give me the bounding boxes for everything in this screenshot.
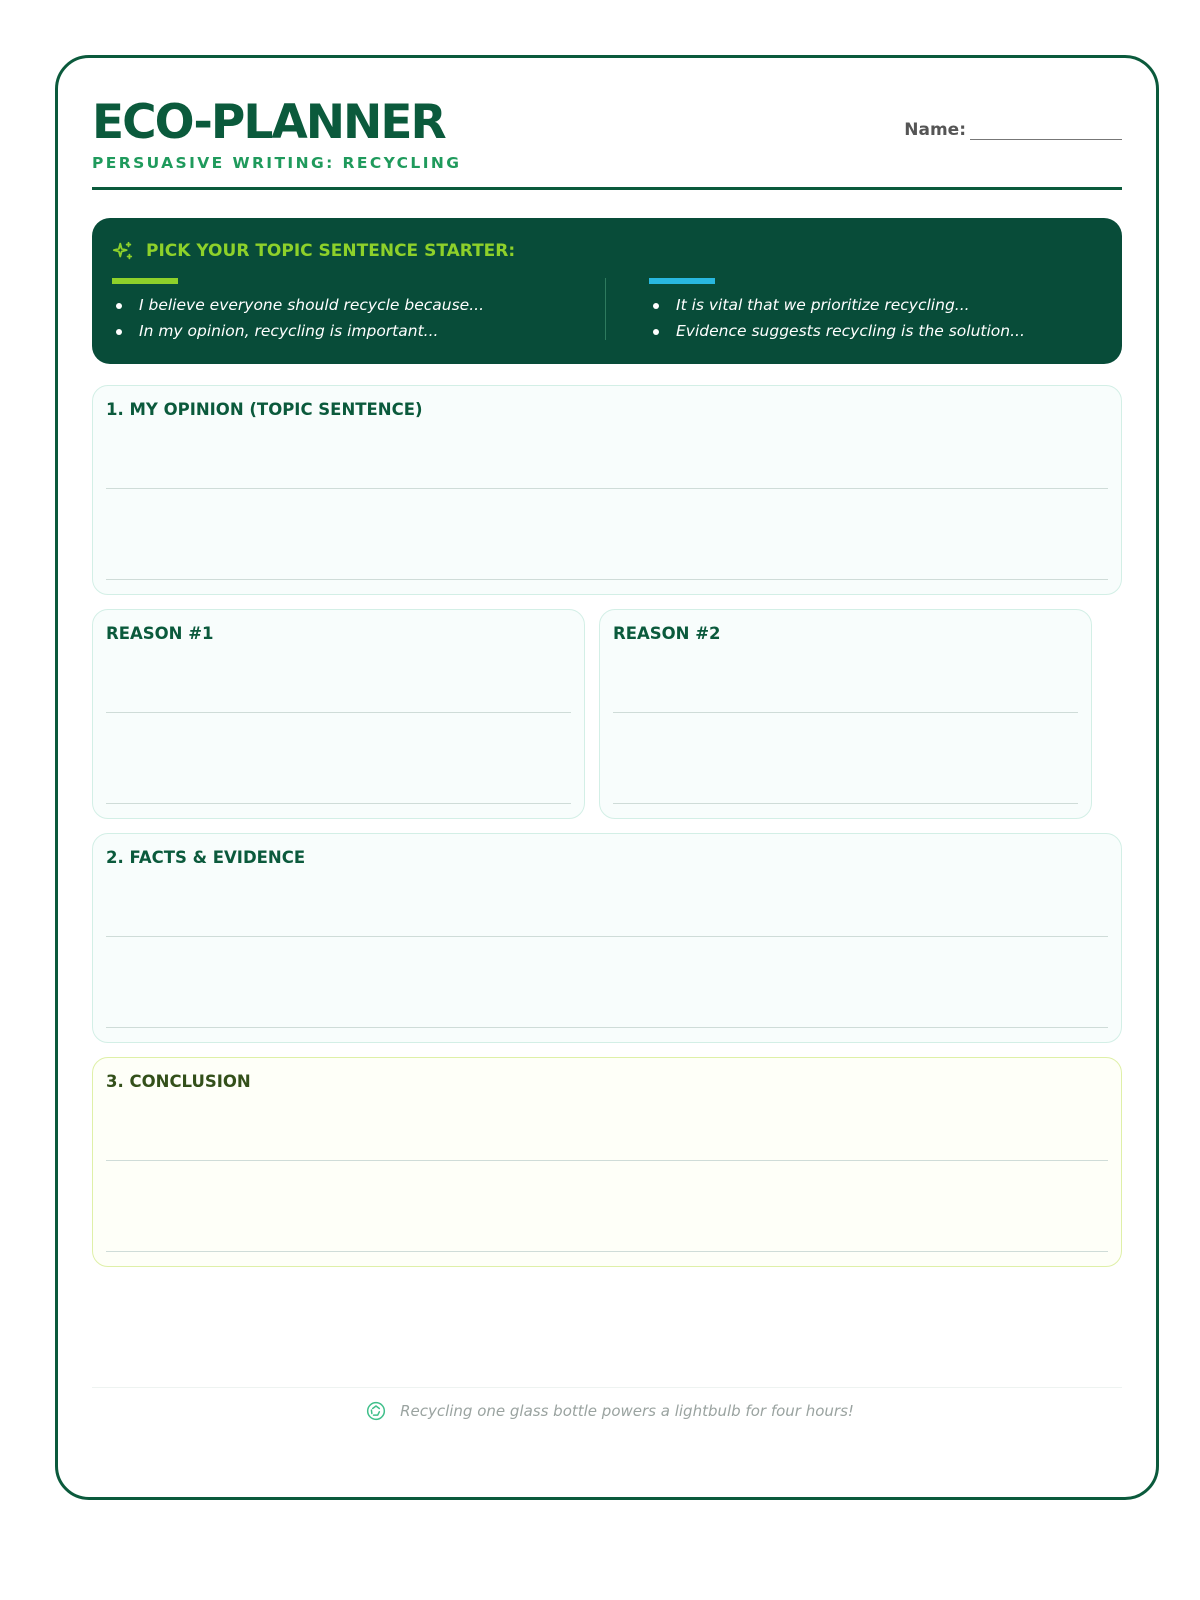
writing-line — [613, 803, 1078, 804]
writing-line — [106, 488, 1108, 489]
writing-line — [106, 712, 571, 713]
reason-2-box[interactable] — [599, 609, 1092, 819]
sparkle-icon — [112, 240, 134, 262]
writing-line — [613, 712, 1078, 713]
name-line[interactable] — [970, 124, 1122, 140]
writing-line — [106, 579, 1108, 580]
name-field[interactable] — [904, 120, 1122, 140]
page-subtitle: PERSUASIVE WRITING: RECYCLING — [92, 154, 462, 172]
writing-line — [106, 936, 1108, 937]
opinion-box[interactable] — [92, 385, 1122, 595]
reason-2-label: REASON #2 — [613, 624, 721, 643]
writing-line — [106, 1251, 1108, 1252]
topic-starter-banner — [92, 218, 1122, 364]
name-label: Name: — [904, 120, 966, 140]
conclusion-box[interactable] — [92, 1057, 1122, 1267]
footer — [58, 1401, 1162, 1421]
conclusion-label: 3. CONCLUSION — [106, 1072, 251, 1091]
cyan-accent-bar — [649, 278, 715, 284]
starter-option: Evidence suggests recycling is the solution... — [649, 318, 1129, 344]
recycle-icon — [366, 1401, 386, 1421]
footer-divider — [92, 1387, 1122, 1388]
starter-column-right — [649, 278, 1129, 344]
opinion-label: 1. MY OPINION (TOPIC SENTENCE) — [106, 400, 423, 419]
starter-option: I believe everyone should recycle because... — [112, 292, 592, 318]
lime-accent-bar — [112, 278, 178, 284]
page-title: ECO-PLANNER — [92, 95, 445, 150]
worksheet — [55, 55, 1159, 1500]
writing-line — [106, 1160, 1108, 1161]
writing-line — [106, 803, 571, 804]
column-divider — [605, 278, 606, 340]
reason-1-label: REASON #1 — [106, 624, 214, 643]
facts-evidence-box[interactable] — [92, 833, 1122, 1043]
writing-line — [106, 1027, 1108, 1028]
starter-option: In my opinion, recycling is important... — [112, 318, 592, 344]
starter-title: PICK YOUR TOPIC SENTENCE STARTER: — [146, 241, 516, 261]
facts-evidence-label: 2. FACTS & EVIDENCE — [106, 848, 306, 867]
reason-1-box[interactable] — [92, 609, 585, 819]
header — [92, 95, 1122, 190]
starter-header — [112, 240, 515, 262]
starter-option: It is vital that we prioritize recycling... — [649, 292, 1129, 318]
footer-fact: Recycling one glass bottle powers a lightbulb for four hours! — [400, 1402, 854, 1420]
starter-column-left — [112, 278, 592, 344]
